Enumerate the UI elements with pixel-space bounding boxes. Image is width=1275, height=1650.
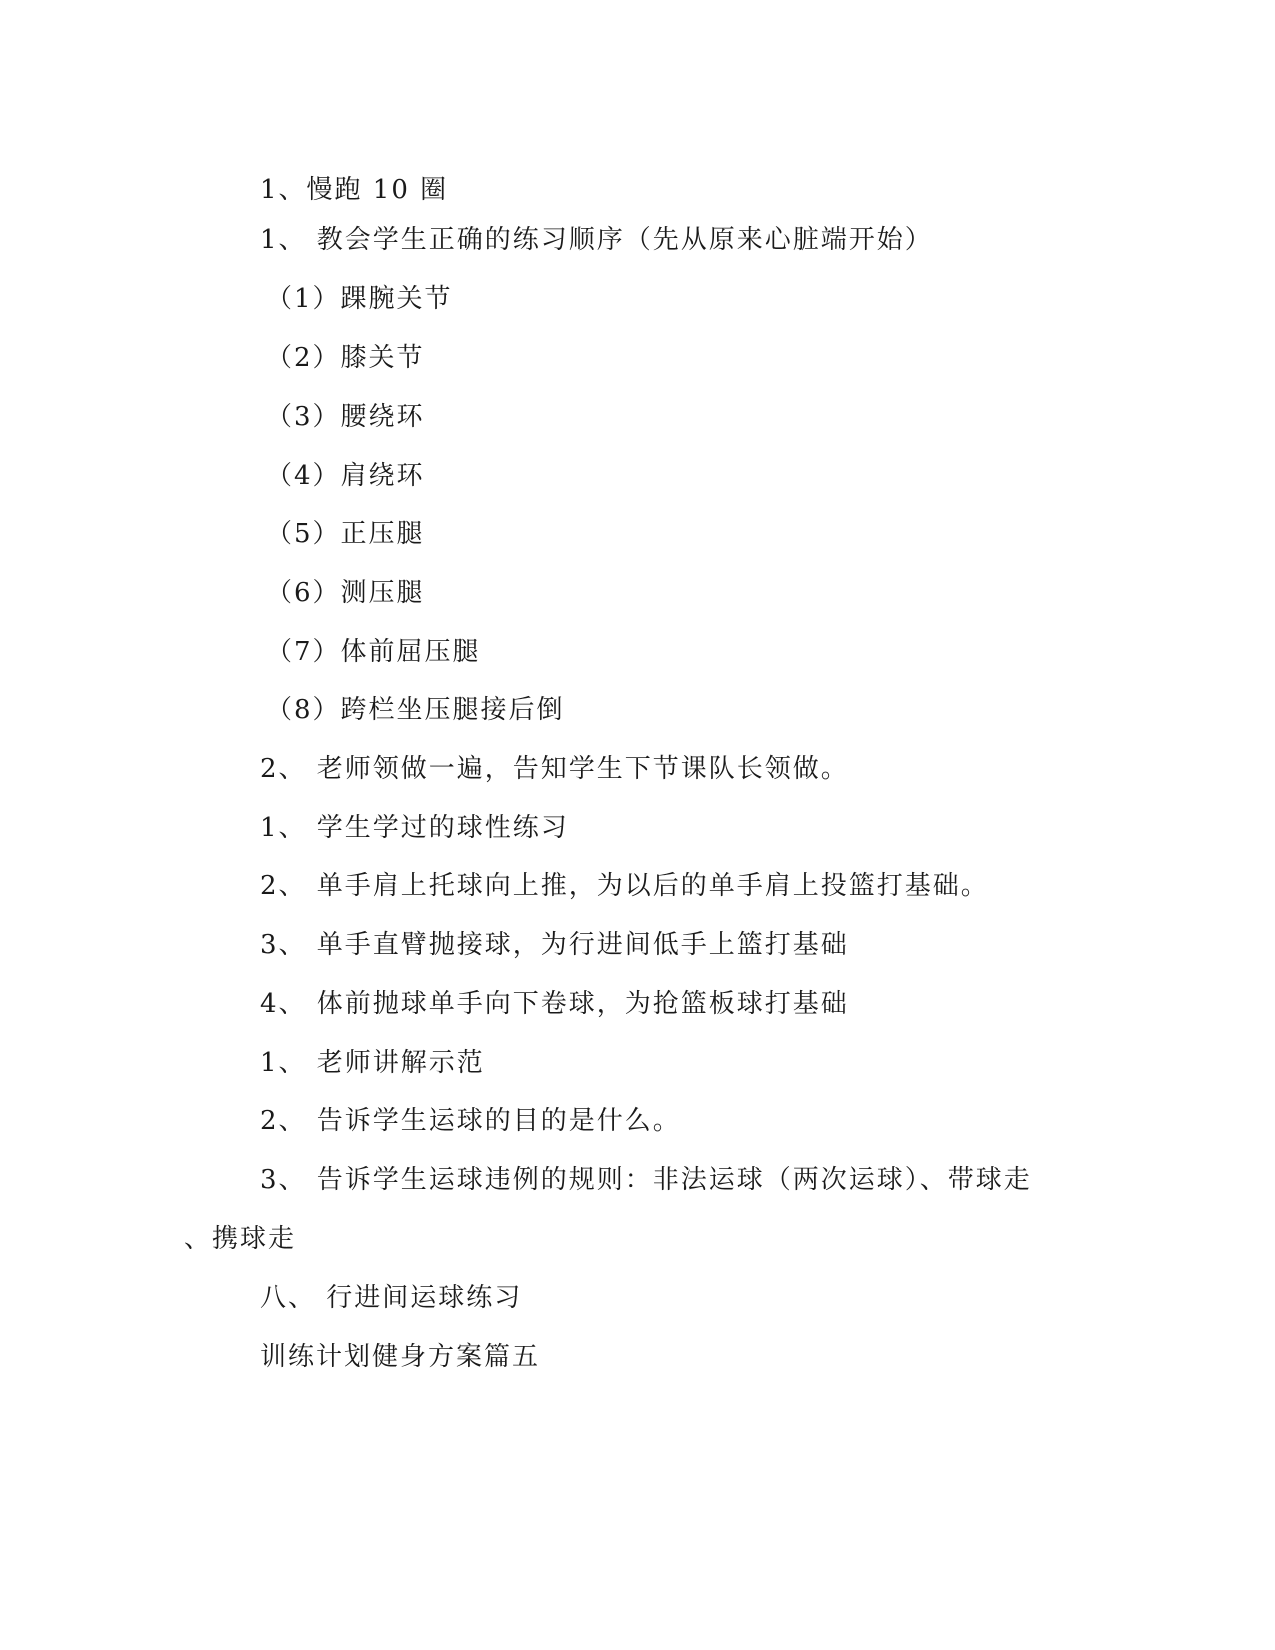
- list-item-waist: （3）腰绕环: [266, 402, 425, 432]
- text-line-dribble-rules: 3、 告诉学生运球违例的规则：非法运球（两次运球）、带球走: [260, 1165, 1032, 1195]
- text-line-straight-arm: 3、 单手直臂抛接球，为行进间低手上篮打基础: [260, 930, 849, 960]
- list-item-hurdle-sit: （8）跨栏坐压腿接后倒: [266, 695, 565, 725]
- list-item-forward-bend: （7）体前屈压腿: [266, 637, 481, 667]
- list-item-ankle-wrist: （1）踝腕关节: [266, 284, 453, 314]
- text-line-stretch-order: 1、 教会学生正确的练习顺序（先从原来心脏端开始）: [260, 225, 933, 255]
- section-title-part-five: 训练计划健身方案篇五: [260, 1342, 541, 1372]
- text-line-dribble-purpose: 2、 告诉学生运球的目的是什么。: [260, 1106, 681, 1136]
- list-item-side-leg-press: （6）测压腿: [266, 578, 425, 608]
- text-line-shoulder-push: 2、 单手肩上托球向上推，为以后的单手肩上投篮打基础。: [260, 871, 989, 901]
- section-heading-eight: 八、 行进间运球练习: [260, 1283, 523, 1313]
- text-line-roll-ball: 4、 体前抛球单手向下卷球，为抢篮板球打基础: [260, 989, 849, 1019]
- list-item-front-leg-press: （5）正压腿: [266, 519, 425, 549]
- text-line-jog: 1、慢跑 10 圈: [260, 175, 449, 205]
- text-line-ball-practice: 1、 学生学过的球性练习: [260, 813, 569, 843]
- text-line-teacher-lead: 2、 老师领做一遍，告知学生下节课队长领做。: [260, 754, 849, 784]
- list-item-shoulder: （4）肩绕环: [266, 461, 425, 491]
- list-item-knee: （2）膝关节: [266, 343, 425, 373]
- text-line-demonstration: 1、 老师讲解示范: [260, 1048, 485, 1078]
- text-line-dribble-rules-cont: 、携球走: [184, 1224, 297, 1254]
